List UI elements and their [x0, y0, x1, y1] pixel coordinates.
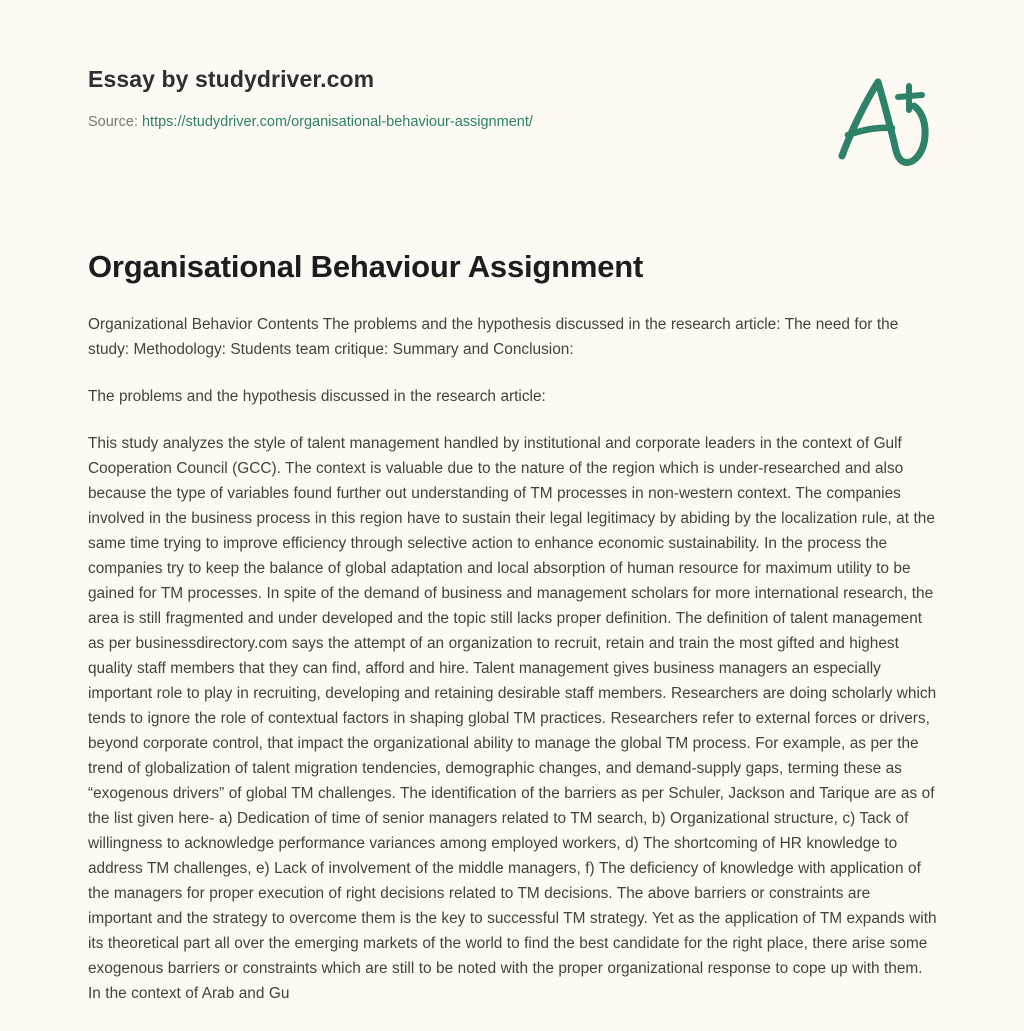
- paragraph-main: This study analyzes the style of talent management handled by institutional and corporate leaders in the context of Gulf Cooperation Council (GCC). The context is valuable due to the nature of the region which is under-researched and also because the type of variables found further out understanding of TM processes in non-western context. The companies involved in the business process in this region have to sustain their legal legitimacy by abiding by the localization rule, at the same time trying to improve efficiency through selective action to enhance economic sustainability. In the process the companies try to keep the balance of global adaptation and local absorption of human resource for maximum utility to be gained for TM processes. In spite of the demand of business and management scholars for more international research, the area is still fragmented and under developed and the topic still lacks proper definition. The definition of talent management as per businessdirectory.com says the attempt of an organization to recruit, retain and train the most gifted and highest quality staff members that they can find, afford and hire. Talent management gives business managers an especially important role to play in recruiting, developing and retaining desirable staff members. Researchers are doing scholarly which tends to ignore the role of contextual factors in shaping global TM practices. Researchers refer to external forces or drivers, beyond corporate control, that impact the organizational ability to manage the global TM process. For example, as per the trend of globalization of talent migration tendencies, demographic changes, and demand-supply gaps, terming these as “exogenous drivers” of global TM challenges. The identification of the barriers as per Schuler, Jackson and Tarique are as of the list given here- a) Dedication of time of senior managers related to TM search, b) Organizational structure, c) Tack of willingness to acknowledge performance variances among employed workers, d) The shortcoming of HR knowledge to address TM challenges, e) Lack of involvement of the middle managers, f) The deficiency of knowledge with application of the managers for proper execution of right decisions related to TM decisions. The above barriers or constraints are important and the strategy to overcome them is the key to successful TM strategy. Yet as the application of TM expands with its theoretical part all over the emerging markets of the world to find the best candidate for the right place, there arise some exogenous barriers or constraints which are still to be noted with the proper organizational response to cope up with them. In the context of Arab and Gu: [88, 435, 937, 1002]
- a-plus-logo-icon: [830, 72, 940, 172]
- a-plus-logo[interactable]: [830, 72, 940, 172]
- source-line: [88, 113, 936, 132]
- paragraph-contents: Organizational Behavior Contents The problems and the hypothesis discussed in the research article: The need for the study: Methodology: Students team critique: Summary and Conclusion:: [88, 316, 899, 358]
- article-body: [88, 312, 938, 1006]
- source-url-link[interactable]: https://studydriver.com/organisational-behaviour-assignment/: [141, 113, 533, 130]
- page-title: Organisational Behaviour Assignment: [88, 249, 644, 284]
- source-label: Source:: [88, 113, 138, 130]
- paragraph-section-heading: The problems and the hypothesis discussed in the research article:: [88, 388, 546, 405]
- essay-byline: Essay by studydriver.com: [88, 66, 375, 92]
- header-text-block: [88, 66, 936, 131]
